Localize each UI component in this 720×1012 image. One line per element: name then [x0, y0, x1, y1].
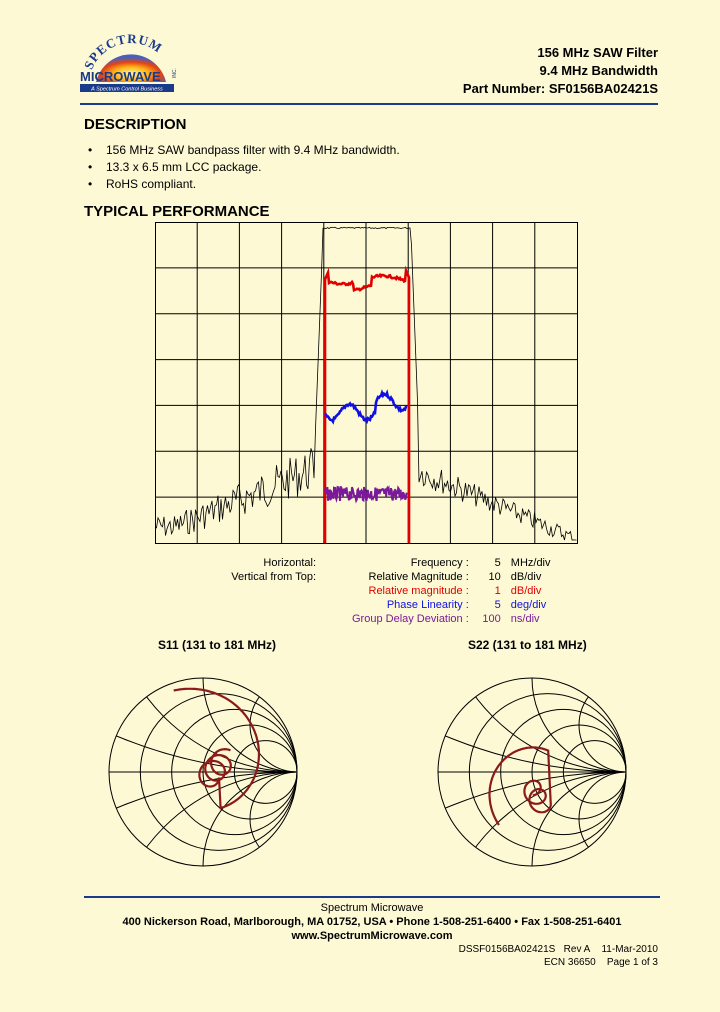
smith-grid	[105, 674, 301, 870]
legend-unit: dB/div	[510, 585, 542, 597]
legend-unit: dB/div	[510, 571, 542, 583]
legend-unit: ns/div	[510, 613, 540, 625]
header-line-1: 156 MHz SAW Filter	[537, 45, 658, 60]
s22-title: S22 (131 to 181 MHz)	[468, 638, 587, 652]
legend-value: 5	[494, 557, 501, 569]
header-part-number: Part Number: SF0156BA02421S	[462, 81, 658, 96]
performance-heading: TYPICAL PERFORMANCE	[84, 203, 270, 220]
legend-row	[80, 612, 551, 626]
footer-document-info	[459, 943, 658, 969]
footer-divider	[84, 896, 660, 898]
doc-rev: Rev A	[563, 944, 591, 955]
legend-label	[80, 598, 352, 612]
legend-unit: MHz/div	[510, 557, 551, 569]
footer-address: 400 Nickerson Road, Marlborough, MA 01752, USA • Phone 1-508-251-6400 • Fax 1-508-251-6401	[122, 916, 622, 928]
description-item: • RoHS compliant.	[88, 176, 400, 193]
s22-smith-chart	[434, 674, 630, 870]
description-list	[88, 142, 400, 193]
smith-reactance-arc	[532, 674, 630, 772]
s11-smith-chart	[105, 674, 301, 870]
smith-grid	[434, 674, 630, 870]
legend-row	[80, 570, 551, 584]
logo-brand: MICROWAVE	[80, 69, 161, 84]
legend-label: Vertical from Top:	[231, 571, 316, 583]
legend-name: Phase Linearity :	[386, 599, 469, 611]
header-title-block	[463, 44, 658, 98]
legend-name: Group Delay Deviation :	[352, 613, 469, 625]
header-divider	[80, 103, 658, 105]
smith-reactance-arc	[434, 772, 630, 870]
legend-name: Relative Magnitude :	[368, 571, 469, 583]
legend-value: 100	[482, 613, 501, 625]
legend-row	[80, 598, 551, 612]
legend-row	[80, 584, 551, 598]
performance-plot	[155, 222, 578, 544]
smith-reactance-arc	[105, 772, 301, 870]
legend-label: Horizontal:	[263, 557, 316, 569]
footer	[84, 901, 660, 943]
doc-id: DSSF0156BA02421S	[458, 944, 556, 955]
legend-name: Frequency :	[410, 557, 469, 569]
spectrum-microwave-logo	[76, 24, 186, 96]
header-line-2: 9.4 MHz Bandwidth	[539, 63, 658, 78]
logo-inc: INC.	[172, 68, 178, 78]
smith-reactance-arc	[105, 674, 301, 772]
smith-reactance-arc	[532, 772, 630, 870]
smith-reactance-arc	[434, 674, 630, 772]
s11-title: S11 (131 to 181 MHz)	[158, 638, 277, 652]
footer-website-link[interactable]: www.SpectrumMicrowave.com	[291, 930, 453, 942]
legend-label	[80, 584, 352, 598]
description-item: • 156 MHz SAW bandpass filter with 9.4 MHz bandwidth.	[88, 142, 400, 159]
description-heading: DESCRIPTION	[84, 116, 187, 133]
legend-unit: deg/div	[510, 599, 547, 611]
legend-value: 10	[488, 571, 501, 583]
plot-legend	[80, 556, 551, 626]
logo-arc-text: SPECTRUM	[80, 30, 166, 72]
doc-date: 11-Mar-2010	[601, 944, 658, 955]
description-item: • 13.3 x 6.5 mm LCC package.	[88, 159, 400, 176]
logo-tagline: A Spectrum Control Business	[91, 86, 163, 93]
smith-reactance-arc	[203, 772, 301, 870]
doc-ecn: ECN 36650	[544, 957, 596, 968]
s22-trace	[490, 747, 551, 825]
legend-label	[80, 612, 352, 626]
legend-name: Relative magnitude :	[368, 585, 469, 597]
footer-company: Spectrum Microwave	[320, 902, 424, 914]
smith-reactance-arc	[203, 674, 301, 772]
doc-page: Page 1 of 3	[606, 957, 658, 968]
legend-row	[80, 556, 551, 570]
legend-value: 5	[494, 599, 501, 611]
legend-value: 1	[494, 585, 501, 597]
